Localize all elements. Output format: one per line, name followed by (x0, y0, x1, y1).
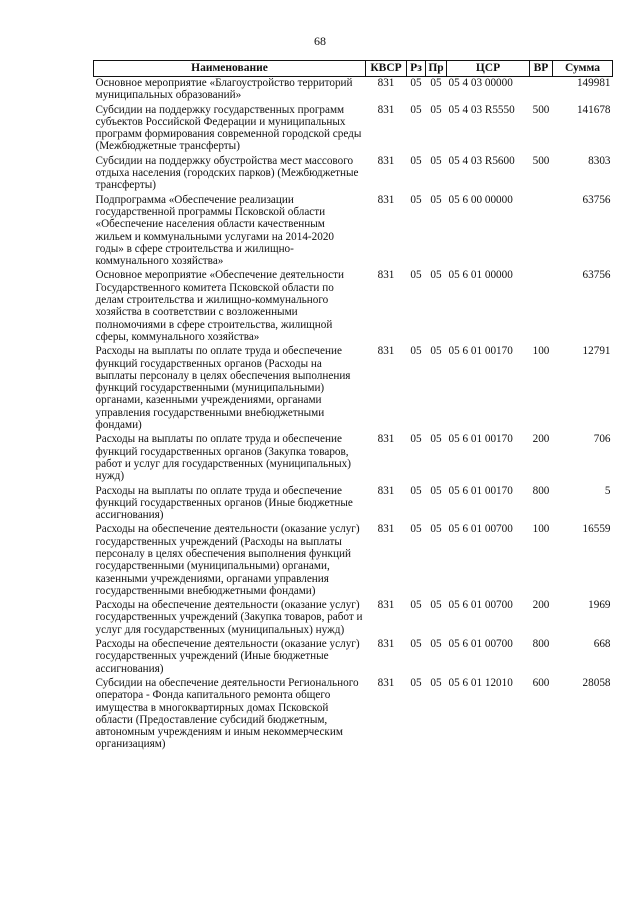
cell-pr: 05 (430, 345, 442, 358)
cell-pr: 05 (430, 103, 442, 116)
cell-kvsr: 831 (377, 77, 395, 89)
cell-sum: 8303 (588, 154, 611, 167)
cell-pr: 05 (430, 599, 442, 612)
cell-vr (530, 77, 553, 104)
cell-csr: 05 6 01 00170 (448, 345, 513, 358)
cell-sum: 668 (593, 638, 611, 651)
table-row (94, 77, 613, 104)
cell-name: Расходы на выплаты по оплате труда и обеспечение функций государственных органов (Иные бюджетные ассигнования) (95, 484, 353, 522)
header-name: Наименование (94, 61, 366, 77)
cell-name: Основное мероприятие «Благоустройство территорий муниципальных образований» (95, 77, 353, 102)
cell-rz: 05 (410, 484, 422, 497)
cell-vr (530, 194, 553, 270)
table-row (94, 155, 613, 194)
cell-vr: 200 (532, 599, 550, 612)
header-vr: ВР (530, 61, 553, 77)
cell-vr: 100 (532, 523, 550, 536)
cell-kvsr: 831 (377, 345, 395, 358)
cell-pr: 05 (430, 269, 442, 282)
cell-name: Основное мероприятие «Обеспечение деятельности Государственного комитета Псковской области по делам строительства и жилищно-коммунального хозяйства в соответствии с возложенными полномочиями в сфере строительства, жилищной сферы, коммунального хозяйства» (95, 269, 344, 343)
cell-kvsr: 831 (377, 523, 395, 536)
cell-vr: 200 (532, 433, 550, 446)
cell-rz: 05 (410, 345, 422, 358)
header-sum: Сумма (553, 61, 613, 77)
table-row (94, 345, 613, 433)
cell-sum: 12791 (582, 345, 611, 358)
cell-vr: 800 (532, 638, 550, 651)
header-row (94, 61, 613, 77)
table-row (94, 433, 613, 484)
page-number: 68 (314, 34, 326, 48)
cell-rz: 05 (410, 433, 422, 446)
cell-rz: 05 (410, 77, 422, 89)
cell-kvsr: 831 (377, 676, 395, 689)
cell-pr: 05 (430, 433, 442, 446)
cell-sum: 149981 (576, 77, 611, 89)
cell-rz: 05 (410, 638, 422, 651)
cell-kvsr: 831 (377, 154, 395, 167)
cell-csr: 05 6 01 00700 (448, 523, 513, 536)
cell-pr: 05 (430, 154, 442, 167)
cell-csr: 05 6 01 00170 (448, 433, 513, 446)
cell-name: Расходы на обеспечение деятельности (оказание услуг) государственных учреждений (Иные бюджетные ассигнования) (95, 638, 360, 675)
table-row (94, 677, 613, 753)
cell-sum: 706 (593, 433, 611, 446)
cell-csr: 05 4 03 R5600 (448, 154, 515, 167)
cell-rz: 05 (410, 269, 422, 282)
cell-vr: 800 (532, 484, 550, 497)
cell-name: Субсидии на поддержку обустройства мест массового отдыха населения (городских парков) (Межбюджетные трансферты) (95, 154, 359, 192)
cell-kvsr: 831 (377, 193, 395, 206)
cell-kvsr: 831 (377, 433, 395, 446)
cell-pr: 05 (430, 523, 442, 536)
budget-table (93, 60, 613, 753)
table-row (94, 599, 613, 638)
cell-pr: 05 (430, 638, 442, 651)
cell-vr: 500 (532, 103, 550, 116)
header-csr: ЦСР (447, 61, 530, 77)
cell-vr: 500 (532, 154, 550, 167)
cell-name: Подпрограмма «Обеспечение реализации государственной программы Псковской области «Обеспечение населения области качественным жильем и коммунальными услугами на 2014-2020 годы» в сфере строительства и жилищно-коммунального хозяйства» (95, 193, 335, 268)
cell-pr: 05 (430, 193, 442, 206)
header-kvsr: КВСР (366, 61, 407, 77)
cell-pr: 05 (430, 77, 442, 89)
header-pr: Пр (426, 61, 447, 77)
cell-csr: 05 6 01 00700 (448, 638, 513, 651)
cell-kvsr: 831 (377, 638, 395, 651)
cell-rz: 05 (410, 523, 422, 536)
cell-name: Расходы на выплаты по оплате труда и обеспечение функций государственных органов (Закупка товаров, работ и услуг для государственных (муниципальных) нужд) (95, 433, 351, 483)
cell-rz: 05 (410, 154, 422, 167)
cell-csr: 05 6 01 00000 (448, 269, 513, 282)
cell-csr: 05 6 01 00170 (448, 484, 513, 497)
cell-sum: 16559 (582, 523, 611, 536)
cell-sum: 63756 (582, 193, 611, 206)
cell-csr: 05 6 01 00700 (448, 599, 513, 612)
table-row (94, 194, 613, 270)
cell-kvsr: 831 (377, 269, 395, 282)
cell-csr: 05 6 00 00000 (448, 193, 513, 206)
cell-kvsr: 831 (377, 484, 395, 497)
cell-sum: 5 (604, 484, 611, 497)
cell-rz: 05 (410, 599, 422, 612)
cell-sum: 63756 (582, 269, 611, 282)
cell-rz: 05 (410, 193, 422, 206)
table-row (94, 269, 613, 345)
cell-name: Субсидии на поддержку государственных программ субъектов Российской Федерации и муниципальных программ формирования современной городской среды (Межбюджетные трансферты) (95, 103, 362, 153)
cell-csr: 05 4 03 R5550 (448, 103, 515, 116)
cell-name: Субсидии на обеспечение деятельности Регионального оператора - Фонда капитального ремонта общего имущества в многоквартирных домах Псковской области (Предоставление субсидий бюджетным, автономным учреждениям и иным некоммерческим организациям) (95, 676, 359, 751)
cell-csr: 05 4 03 00000 (448, 77, 513, 89)
cell-kvsr: 831 (377, 599, 395, 612)
table-row (94, 104, 613, 155)
cell-sum: 1969 (588, 599, 611, 612)
cell-rz: 05 (410, 676, 422, 689)
cell-rz: 05 (410, 103, 422, 116)
cell-kvsr: 831 (377, 103, 395, 116)
table-row (94, 485, 613, 524)
cell-csr: 05 6 01 12010 (448, 676, 513, 689)
cell-pr: 05 (430, 676, 442, 689)
cell-vr: 600 (532, 676, 550, 689)
cell-name: Расходы на выплаты по оплате труда и обеспечение функций государственных органов (Расходы на выплаты персоналу в целях обеспечения выполнения функций государственными (муниципальными) органами, казенными учреждениями, органами управления государственными внебюджетными фондами) (95, 345, 351, 432)
cell-name: Расходы на обеспечение деятельности (оказание услуг) государственных учреждений (Расходы на выплаты персоналу в целях обеспечения выполнения функций государственными (муниципальными) органами, казенными учреждениями, органами управления государственными внебюджетными фондами) (95, 523, 360, 597)
table-row (94, 638, 613, 677)
table-body (94, 77, 613, 753)
cell-sum: 141678 (576, 103, 611, 116)
cell-vr: 100 (532, 345, 550, 358)
cell-pr: 05 (430, 484, 442, 497)
table-row (94, 523, 613, 599)
cell-sum: 28058 (582, 676, 611, 689)
header-rz: Рз (407, 61, 426, 77)
cell-vr (530, 269, 553, 345)
cell-name: Расходы на обеспечение деятельности (оказание услуг) государственных учреждений (Закупка товаров, работ и услуг для государственных (муниципальных) нужд) (95, 599, 363, 636)
